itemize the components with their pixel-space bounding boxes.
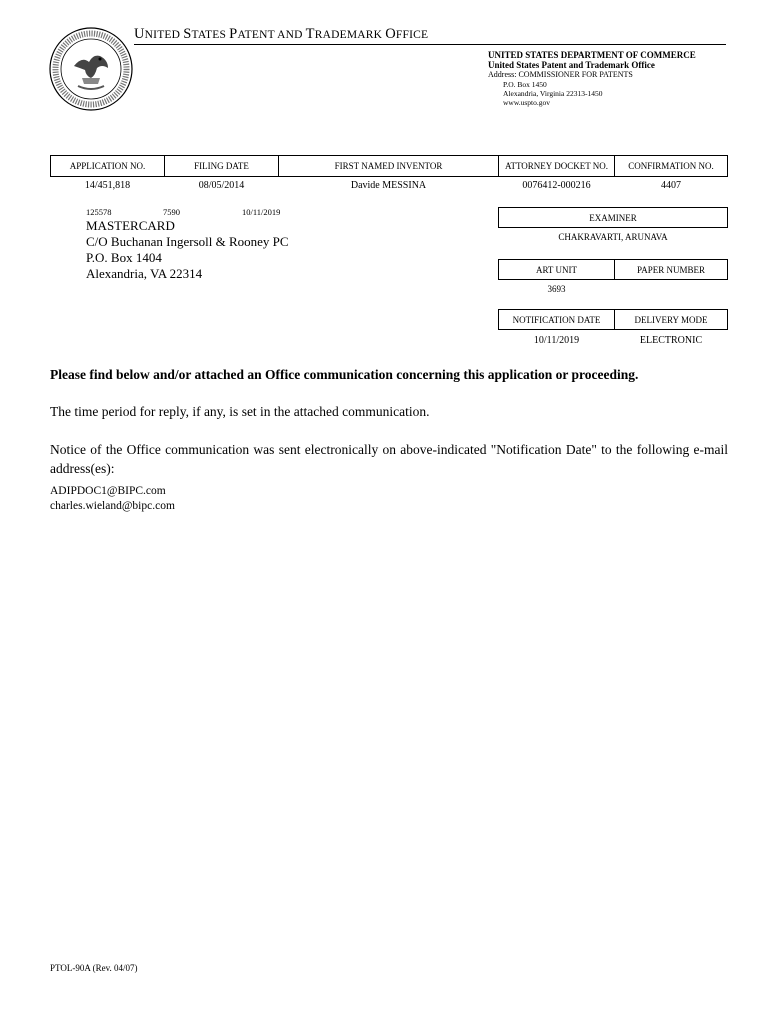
office-title: UNITED STATES PATENT AND TRADEMARK OFFICE: [134, 26, 429, 42]
address-line-3: Alexandria, VA 22314: [86, 266, 203, 281]
department-name: UNITED STATES DEPARTMENT OF COMMERCE: [488, 50, 696, 60]
form-identifier: PTOL-90A (Rev. 04/07): [50, 963, 138, 973]
examiner-name: CHAKRAVARTI, ARUNAVA: [558, 232, 668, 242]
first-named-inventor: Davide MESSINA: [350, 180, 427, 191]
attorney-docket-no: 0076412-000216: [522, 180, 591, 191]
department-block: [488, 50, 696, 107]
office-communication-notice: Please find below and/or attached an Office communication concerning this application or proceeding.: [50, 367, 639, 382]
customer-number: 125578: [86, 207, 112, 217]
reply-period-text: The time period for reply, if any, is set in the attached communication.: [50, 404, 430, 419]
office-name: United States Patent and Trademark Office: [488, 60, 655, 70]
confirmation-no: 4407: [661, 180, 681, 191]
email-address: ADIPDOC1@BIPC.com: [50, 485, 166, 497]
header-examiner: EXAMINER: [498, 207, 728, 228]
art-unit-value: 3693: [547, 284, 566, 294]
addressee-name: MASTERCARD: [86, 218, 175, 233]
email-address: charles.wieland@bipc.com: [50, 500, 175, 512]
header-first-named-inventor: FIRST NAMED INVENTOR: [278, 155, 499, 177]
header-attorney-docket-no: ATTORNEY DOCKET NO.: [498, 155, 615, 177]
address-line-2: P.O. Box 1404: [86, 250, 162, 265]
notification-date: 10/11/2019: [533, 335, 580, 346]
address-line-1: C/O Buchanan Ingersoll & Rooney PC: [86, 234, 289, 249]
header-notification-date: NOTIFICATION DATE: [498, 309, 615, 330]
correspondence-date: 10/11/2019: [242, 207, 281, 217]
header-confirmation-no: CONFIRMATION NO.: [614, 155, 728, 177]
delivery-mode: ELECTRONIC: [639, 335, 703, 346]
application-no: 14/451,818: [84, 180, 131, 191]
header-filing-date: FILING DATE: [164, 155, 279, 177]
correspondence-code: 7590: [163, 207, 180, 217]
header-art-unit: ART UNIT: [498, 259, 615, 280]
office-website: www.uspto.gov: [503, 98, 551, 107]
filing-date: 08/05/2014: [198, 180, 245, 191]
uspto-seal: [48, 26, 134, 112]
electronic-notice-text: Notice of the Office communication was sent electronically on above-indicated "Notification Date" to the following e-mail address(es):: [50, 442, 728, 476]
office-city: Alexandria, Virginia 22313-1450: [503, 89, 603, 98]
header-rule: [134, 44, 726, 45]
address-to: Address: COMMISSIONER FOR PATENTS: [488, 70, 633, 79]
office-po-box: P.O. Box 1450: [503, 80, 547, 89]
header-paper-number: PAPER NUMBER: [614, 259, 728, 280]
header-application-no: APPLICATION NO.: [50, 155, 165, 177]
header-delivery-mode: DELIVERY MODE: [614, 309, 728, 330]
